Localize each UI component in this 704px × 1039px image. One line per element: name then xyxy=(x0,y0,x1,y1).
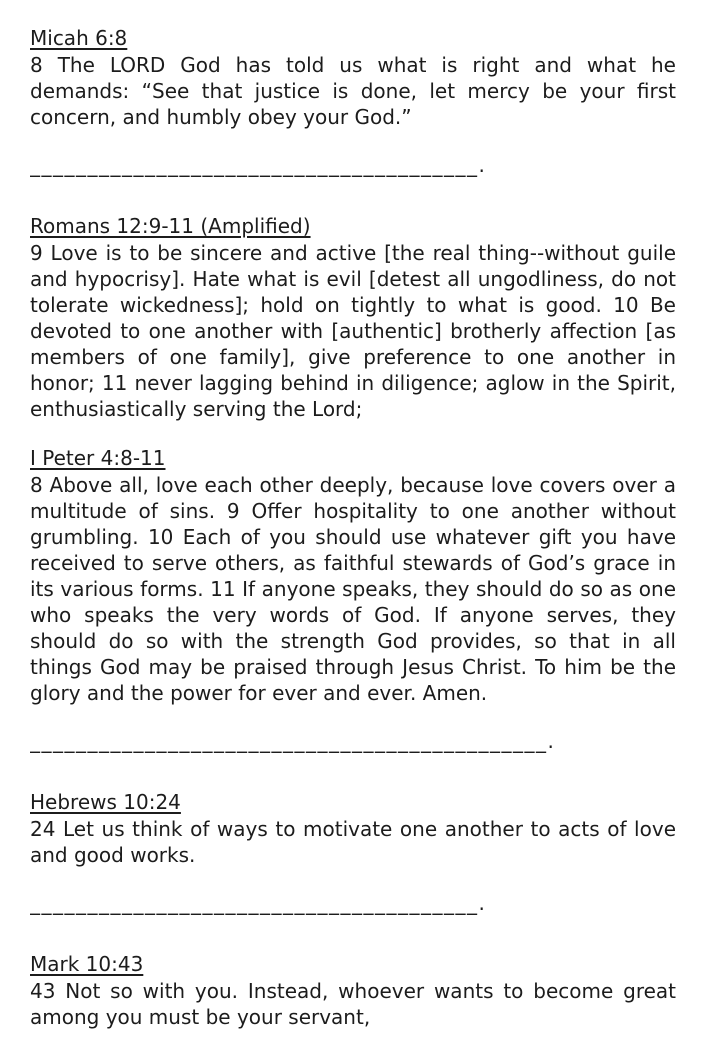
verse-text: 9 Love is to be sincere and active [the real thing--without guile and hypocrisy]. Hate what is evil [detest all ungodliness, do not tolerate wickedness]; hold on tightly to what is good. 10 Be devoted to one another with [authentic] brotherly affection [as members of one family], give preference to one another in honor; 11 never lagging behind in diligence; aglow in the Spirit, enthusiastically serving the Lord; xyxy=(30,241,676,421)
verse-text: 43 Not so with you. Instead, whoever wants to become great among you must be your servant, xyxy=(30,979,676,1029)
verse-text: 8 Above all, love each other deeply, because love covers over a multitude of sins. 9 Offer hospitality to one another without grumbling. 10 Each of you should use whatever gift you have received to serve others, as faithful stewards of God’s grace in its various forms. 11 If anyone speaks, they should do so as one who speaks the very words of God. If anyone serves, they should do so with the strength God provides, so that in all things God may be praised through Jesus Christ. To him be the glory and the power for ever and ever. Amen. xyxy=(30,473,676,705)
verse-reference: Romans 12:9-11 (Amplified) xyxy=(30,214,311,238)
verse-section-romans xyxy=(30,212,676,422)
verse-text: 8 The LORD God has told us what is right and what he demands: “See that justice is done, let mercy be your first concern, and humbly obey your God.” xyxy=(30,53,676,129)
verse-reference: Micah 6:8 xyxy=(30,26,128,50)
verse-section-mark xyxy=(30,950,676,1030)
verse-section-hebrews xyxy=(30,788,676,868)
verse-section-1-peter xyxy=(30,444,676,706)
fill-in-blank-line: _______________________________________. xyxy=(30,153,487,177)
fill-in-blank-line: _____________________________________________. xyxy=(30,729,556,753)
verse-text: 24 Let us think of ways to motivate one another to acts of love and good works. xyxy=(30,817,676,867)
verse-reference: Mark 10:43 xyxy=(30,952,144,976)
verse-section-micah xyxy=(30,24,676,130)
verse-reference: I Peter 4:8-11 xyxy=(30,446,166,470)
fill-in-blank-line: _______________________________________. xyxy=(30,891,487,915)
verse-reference: Hebrews 10:24 xyxy=(30,790,181,814)
